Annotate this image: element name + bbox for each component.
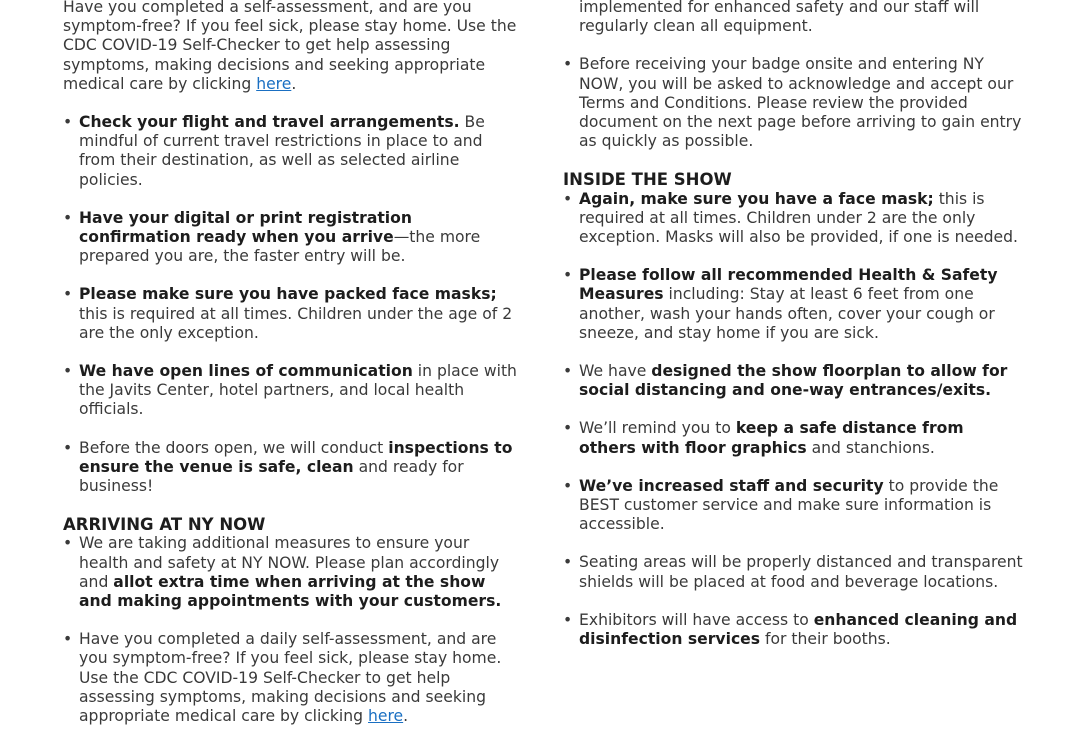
bullet-list: [63, 630, 518, 726]
bullet-list: [63, 113, 518, 496]
intro-paragraph: Have you completed a self-assessment, and are you symptom-free? If you feel sick, please stay home. Use the CDC COVID-19 Self-Checker to get help assessing symptoms, making decisions and seeking appropriate medical care by clicking here.: [63, 0, 517, 93]
list-item: • Please follow all recommended Health & Safety Measures including: Stay at least 6 feet from one another, wash your hands often, cover your cough or sneeze, and stay home if you are sick.: [563, 266, 1023, 343]
list-item: • Please make sure you have packed face masks; this is required at all times. Children under the age of 2 are the only exception.: [63, 285, 518, 343]
bullet-list: [563, 55, 1023, 151]
list-item: • We’ll remind you to keep a safe distance from others with floor graphics and stanchions.: [563, 419, 1023, 457]
list-item: • Seating areas will be properly distanced and transparent shields will be placed at food and beverage locations.: [563, 553, 1023, 591]
list-item: • Have your digital or print registration confirmation ready when you arrive—the more prepared you are, the faster entry will be.: [63, 209, 518, 267]
list-item: • Have you completed a daily self-assessment, and are you symptom-free? If you feel sick, please stay home. Use the CDC COVID-19 Self-Checker to get help assessing symptoms, making decisions and seeking appropriate medical care by clicking here.: [63, 630, 518, 726]
here-link[interactable]: here: [368, 707, 404, 726]
section-heading-inside: INSIDE THE SHOW: [563, 170, 732, 190]
left-column: [63, 0, 518, 745]
bullet-list: [63, 534, 518, 611]
continued-paragraph: implemented for enhanced safety and our staff will regularly clean all equipment.: [579, 0, 980, 36]
list-item: • Before receiving your badge onsite and entering NY NOW, you will be asked to acknowledge and accept our Terms and Conditions. Please review the provided document on the next page before arriving to gain entry as quickly as possible.: [563, 55, 1023, 151]
list-item: • We are taking additional measures to ensure your health and safety at NY NOW. Please plan accordingly and allot extra time when arriving at the show and making appointments with your customers.: [63, 534, 518, 611]
section-heading-arriving: ARRIVING AT NY NOW: [63, 515, 266, 535]
here-link[interactable]: here: [256, 74, 292, 93]
list-item: • Before the doors open, we will conduct inspections to ensure the venue is safe, clean and ready for business!: [63, 439, 518, 497]
list-item: • We have open lines of communication in place with the Javits Center, hotel partners, and local health officials.: [63, 362, 518, 420]
list-item: • Again, make sure you have a face mask; this is required at all times. Children under 2 are the only exception. Masks will also be provided, if one is needed.: [563, 190, 1023, 248]
list-item: • Exhibitors will have access to enhanced cleaning and disinfection services for their booths.: [563, 611, 1023, 649]
right-column: [563, 0, 1023, 668]
list-item: • We’ve increased staff and security to provide the BEST customer service and make sure information is accessible.: [563, 477, 1023, 535]
bullet-list: [563, 190, 1023, 650]
list-item: • Check your flight and travel arrangements. Be mindful of current travel restrictions in place to and from their destination, as well as selected airline policies.: [63, 113, 518, 190]
list-item: • We have designed the show floorplan to allow for social distancing and one-way entrances/exits.: [563, 362, 1023, 400]
